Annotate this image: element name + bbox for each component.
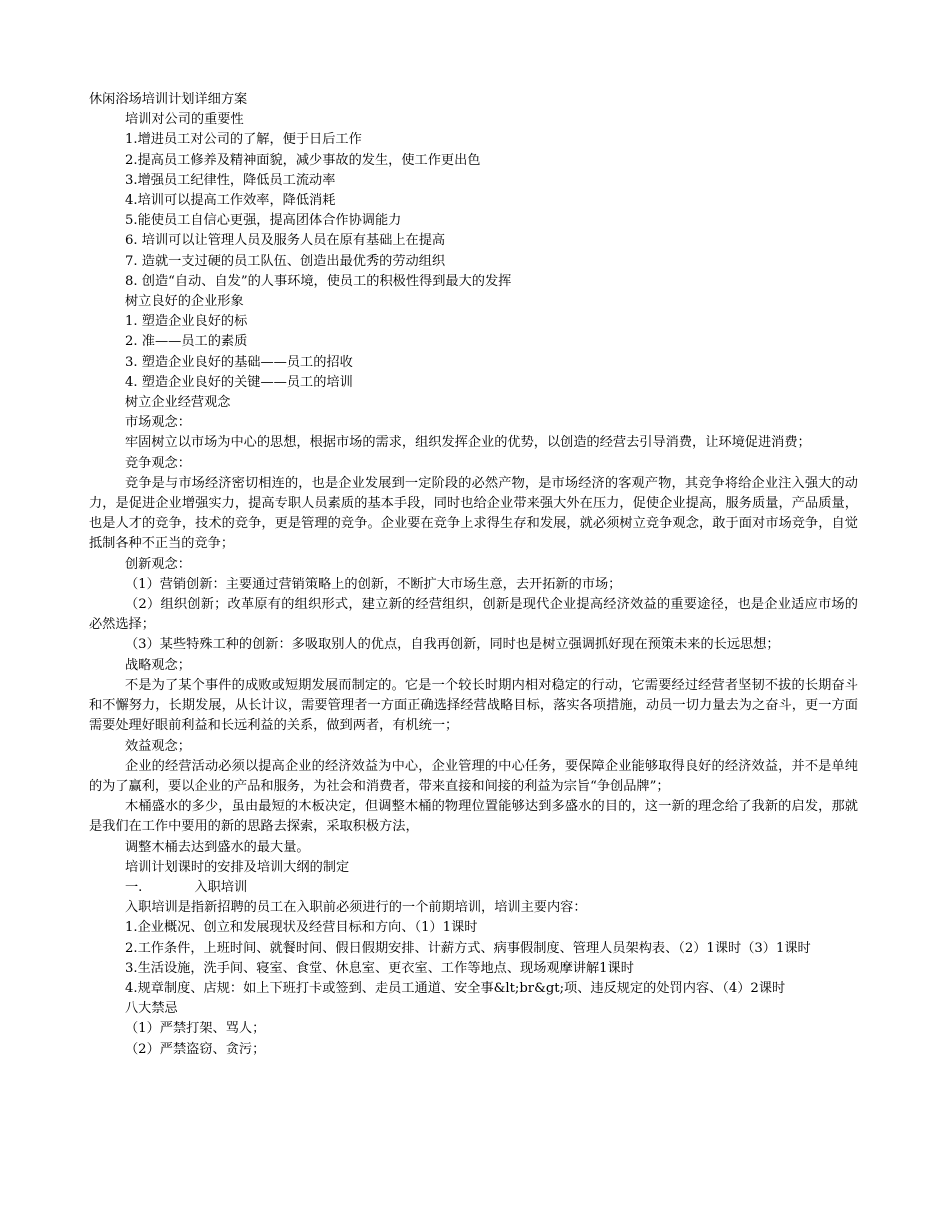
subheading-competition: 竞争观念： <box>125 455 191 471</box>
paragraph-bucket-end: 调整木桶去达到盛水的最大量。 <box>125 839 310 855</box>
list-item: 3.增强员工纪律性，降低员工流动率 <box>125 172 336 188</box>
paragraph-innovation-3: （3）某些特殊工种的创新：多吸取别人的优点，自我再创新，同时也是树立强调抓好现在预策未来的长远思想； <box>125 637 780 653</box>
list-item: 5.能使员工自信心更强，提高团体合作协调能力 <box>125 213 402 229</box>
paragraph-strategy: 不是为了某个事件的成败或短期发展而制定的。它是一个较长时期内相对稳定的行动，它需要经过经营者坚韧不拔的长期奋斗和不懈努力，长期发展，从长计议，需要管理者一方面正确选择经营战略目标，落实各项措施，动员一切力量去为之奋斗，更一方面需要处理好眼前利益和长远利益的关系，做到两者，有机统一； <box>89 677 858 734</box>
paragraph-market: 牢固树立以市场为中心的思想，根据市场的需求，组织发挥企业的优势，以创造的经营去引导消费，让环境促进消费； <box>125 435 811 451</box>
section-heading-importance: 培训对公司的重要性 <box>125 112 244 128</box>
paragraph-bucket: 木桶盛水的多少，虽由最短的木板决定，但调整木桶的物理位置能够达到多盛水的目的，这一新的理念给了我新的启发，那就是我们在工作中要用的新的思路去探索，采取积极方法， <box>89 799 858 835</box>
subheading-benefit: 效益观念； <box>125 738 191 754</box>
list-item: 7. 造就一支过硬的员工队伍、创造出最优秀的劳动组织 <box>125 253 446 269</box>
list-item: 4.规章制度、店规：如上下班打卡或签到、走员工通道、安全事&lt;br&gt;项、违反规定的处罚内容、（4）2课时 <box>125 980 786 996</box>
list-item: （2）严禁盗窃、贪污； <box>125 1041 266 1057</box>
section-one-heading <box>89 878 858 898</box>
list-item: 2.工作条件，上班时间、就餐时间、假日假期安排、计薪方式、病事假制度、管理人员架构表、（2）1课时（3）1课时 <box>125 940 811 956</box>
section-one-title: 入职培训 <box>194 879 248 895</box>
section-heading-image: 树立良好的企业形象 <box>125 294 244 310</box>
section-one-number: 一. <box>125 879 143 895</box>
list-item: 3. 塑造企业良好的基础——员工的招收 <box>125 354 353 370</box>
paragraph-competition: 竞争是与市场经济密切相连的，也是企业发展到一定阶段的必然产物，是市场经济的客观产物，其竞争将给企业注入强大的动力，是促进企业增强实力，提高专职人员素质的基本手段，同时也给企业带来强大外在压力，促使企业提高，服务质量，产品质量，也是人才的竞争，技术的竞争，更是管理的竞争。企业要在竞争上求得生存和发展，就必须树立竞争观念，敢于面对市场竞争，自觉抵制各种不正当的竞争； <box>89 475 858 552</box>
subheading-innovation: 创新观念： <box>125 556 191 572</box>
list-item: 2. 准——员工的素质 <box>125 334 248 350</box>
list-item: 2.提高员工修养及精神面貌，减少事故的发生，使工作更出色 <box>125 152 481 168</box>
list-item: （1）严禁打架、骂人； <box>125 1021 266 1037</box>
paragraph-onboarding-intro: 入职培训是指新招聘的员工在入职前必须进行的一个前期培训，培训主要内容： <box>125 900 587 916</box>
paragraph-innovation-2: （2）组织创新；改革原有的组织形式，建立新的经营组织，创新是现代企业提高经济效益的重要途径，也是企业适应市场的必然选择； <box>89 597 858 633</box>
subheading-market: 市场观念： <box>125 415 191 431</box>
list-item: 4. 塑造企业良好的关键——员工的培训 <box>125 374 353 390</box>
document-title: 休闲浴场培训计划详细方案 <box>89 92 248 107</box>
list-item: 1. 塑造企业良好的标 <box>125 314 248 330</box>
section-heading-concepts: 树立企业经营观念 <box>125 395 231 411</box>
list-item: 3.生活设施，洗手间、寝室、食堂、休息室、更衣室、工作等地点、现场观摩讲解1课时 <box>125 960 634 976</box>
list-item: 1.企业概况、创立和发展现状及经营目标和方向、（1）1课时 <box>125 920 478 936</box>
list-item: 8. 创造“自动、自发”的人事环境，使员工的积极性得到最大的发挥 <box>125 273 512 289</box>
list-item: 1.增进员工对公司的了解，便于日后工作 <box>125 132 362 148</box>
list-item: 6. 培训可以让管理人员及服务人员在原有基础上在提高 <box>125 233 446 249</box>
subheading-eight-taboos: 八大禁忌 <box>125 1001 178 1017</box>
paragraph-innovation-1: （1）营销创新：主要通过营销策略上的创新，不断扩大市场生意，去开拓新的市场； <box>125 576 622 592</box>
paragraph-benefit: 企业的经营活动必须以提高企业的经济效益为中心，企业管理的中心任务，要保障企业能够取得良好的经济效益，并不是单纯的为了赢利，要以企业的产品和服务，为社会和消费者，带来直接和间接的利益为宗旨“争创品牌”； <box>89 758 858 794</box>
list-item: 4.培训可以提高工作效率，降低消耗 <box>125 193 336 209</box>
subheading-strategy: 战略观念； <box>125 657 191 673</box>
section-heading-training-plan: 培训计划课时的安排及培训大纲的制定 <box>125 859 350 875</box>
